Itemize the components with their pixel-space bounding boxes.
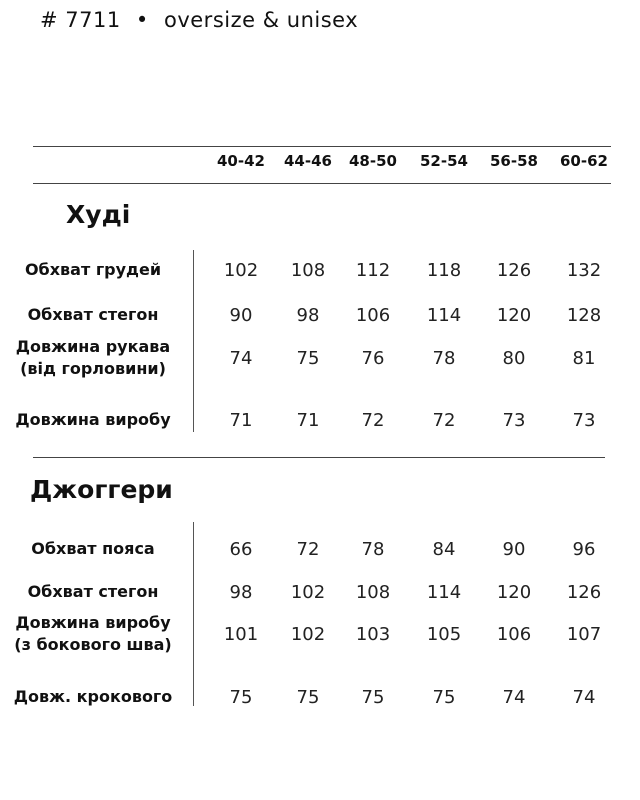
measurement-cell: 120 [496,305,532,326]
measurement-cell: 71 [229,410,253,431]
measurement-cell: 106 [496,624,532,645]
row-label-line: (від горловини) [20,359,166,378]
measurement-cell: 72 [361,410,385,431]
row-label-line: Обхват стегон [27,305,159,324]
measurement-cell: 78 [432,348,456,369]
row-label [0,336,186,380]
measurement-cell: 126 [496,260,532,281]
measurement-cell: 75 [296,348,320,369]
measurement-cell: 71 [296,410,320,431]
measurement-cell: 75 [361,687,385,708]
size-column-header: 48-50 [349,152,397,170]
measurement-cell: 102 [290,624,326,645]
header-top-divider [33,146,611,147]
measurement-cell: 114 [426,582,462,603]
row-label-line: Обхват пояса [31,539,155,558]
measurement-cell: 108 [290,260,326,281]
measurement-cell: 128 [566,305,602,326]
measurement-cell: 101 [223,624,259,645]
measurement-cell: 98 [296,305,320,326]
measurement-cell: 73 [502,410,526,431]
row-label-line: Довжина виробу [15,613,171,632]
measurement-cell: 90 [502,539,526,560]
measurement-cell: 78 [361,539,385,560]
header-bottom-divider [33,183,611,184]
row-label [0,686,186,708]
measurement-cell: 84 [432,539,456,560]
measurement-cell: 103 [355,624,391,645]
row-label [0,409,186,431]
measurement-cell: 72 [432,410,456,431]
product-code: # 7711 [40,8,121,32]
label-column-divider [193,522,194,706]
section-title: Худі [66,200,131,229]
row-label-line: Обхват стегон [27,582,159,601]
measurement-cell: 107 [566,624,602,645]
measurement-cell: 102 [290,582,326,603]
row-label [0,538,186,560]
measurement-cell: 132 [566,260,602,281]
size-column-header: 60-62 [560,152,608,170]
measurement-cell: 118 [426,260,462,281]
label-column-divider [193,250,194,432]
measurement-cell: 126 [566,582,602,603]
measurement-cell: 75 [229,687,253,708]
measurement-cell: 105 [426,624,462,645]
row-label [0,304,186,326]
measurement-cell: 80 [502,348,526,369]
row-label-line: Довжина рукава [15,337,171,356]
measurement-cell: 72 [296,539,320,560]
section-divider [33,457,605,458]
measurement-cell: 66 [229,539,253,560]
measurement-cell: 74 [502,687,526,708]
measurement-cell: 90 [229,305,253,326]
row-label-line: Довжина виробу [15,410,171,429]
row-label-line: Обхват грудей [24,260,162,279]
size-column-header: 52-54 [420,152,468,170]
measurement-cell: 73 [572,410,596,431]
page-title [40,8,358,32]
measurement-cell: 114 [426,305,462,326]
measurement-cell: 106 [355,305,391,326]
measurement-cell: 112 [355,260,391,281]
measurement-cell: 96 [572,539,596,560]
measurement-cell: 74 [229,348,253,369]
row-label [0,259,186,281]
row-label-line: (з бокового шва) [14,635,172,654]
title-separator: • [135,8,149,32]
measurement-cell: 120 [496,582,532,603]
measurement-cell: 81 [572,348,596,369]
measurement-cell: 76 [361,348,385,369]
measurement-cell: 102 [223,260,259,281]
row-label [0,612,186,656]
measurement-cell: 98 [229,582,253,603]
size-column-header: 40-42 [217,152,265,170]
section-title: Джоггери [30,475,173,504]
measurement-cell: 108 [355,582,391,603]
row-label-line: Довж. крокового [13,687,173,706]
measurement-cell: 74 [572,687,596,708]
measurement-cell: 75 [432,687,456,708]
row-label [0,581,186,603]
product-fit-label: oversize & unisex [163,8,359,32]
size-column-header: 44-46 [284,152,332,170]
measurement-cell: 75 [296,687,320,708]
size-column-header: 56-58 [490,152,538,170]
